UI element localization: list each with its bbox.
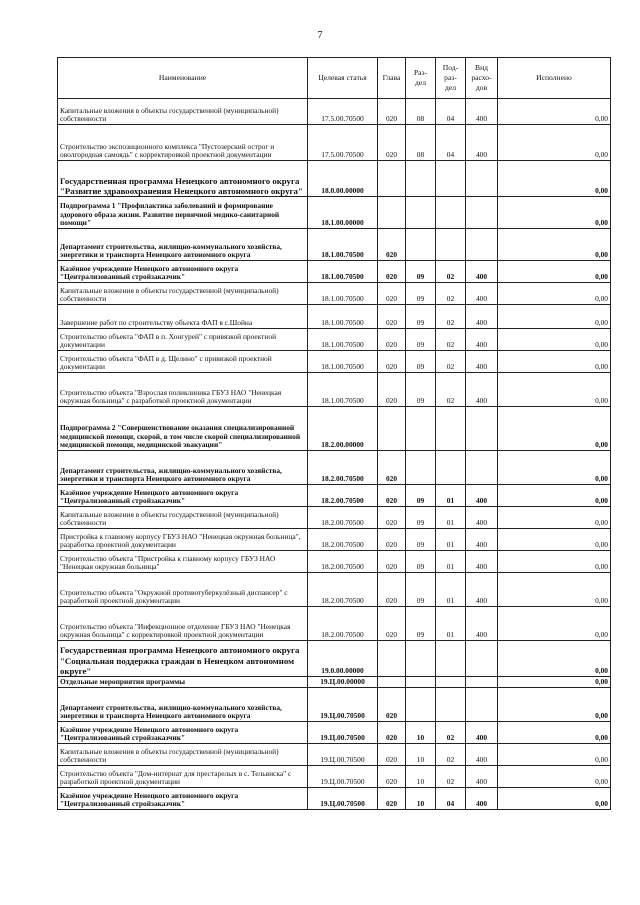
cell-type: 400 xyxy=(466,722,498,744)
cell-chapter: 020 xyxy=(378,451,406,485)
cell-target: 18.2.00.70500 xyxy=(308,485,378,507)
table-row xyxy=(58,99,611,125)
cell-subsection: 01 xyxy=(436,551,466,573)
header-section: Раз- дел xyxy=(406,58,436,99)
cell-chapter: 020 xyxy=(378,744,406,766)
cell-section: 10 xyxy=(406,722,436,744)
cell-chapter: 020 xyxy=(378,688,406,722)
cell-executed: 0,00 xyxy=(498,507,611,529)
cell-executed: 0,00 xyxy=(498,329,611,351)
cell-section xyxy=(406,677,436,688)
table-row xyxy=(58,641,611,677)
table-row xyxy=(58,529,611,551)
table-row xyxy=(58,677,611,688)
cell-type: 400 xyxy=(466,485,498,507)
cell-section: 08 xyxy=(406,99,436,125)
cell-chapter: 020 xyxy=(378,788,406,810)
cell-type: 400 xyxy=(466,99,498,125)
cell-executed: 0,00 xyxy=(498,722,611,744)
table-body xyxy=(58,99,611,810)
cell-chapter: 020 xyxy=(378,283,406,305)
cell-executed: 0,00 xyxy=(498,305,611,329)
budget-table xyxy=(57,57,611,810)
table-row xyxy=(58,766,611,788)
cell-chapter xyxy=(378,197,406,229)
cell-subsection xyxy=(436,451,466,485)
cell-executed: 0,00 xyxy=(498,551,611,573)
cell-executed: 0,00 xyxy=(498,125,611,161)
cell-type: 400 xyxy=(466,351,498,373)
cell-subsection xyxy=(436,197,466,229)
cell-subsection: 04 xyxy=(436,125,466,161)
cell-name: Строительство объекта "Пристройка к главному корпусу ГБУЗ НАО "Ненецкая окружная больница" xyxy=(58,551,308,573)
table-row xyxy=(58,329,611,351)
cell-section: 09 xyxy=(406,507,436,529)
cell-target: 18.1.00.70500 xyxy=(308,261,378,283)
cell-target: 18.2.00.70500 xyxy=(308,551,378,573)
cell-chapter: 020 xyxy=(378,722,406,744)
header-name: Наименование xyxy=(58,58,308,99)
cell-section xyxy=(406,197,436,229)
cell-executed: 0,00 xyxy=(498,529,611,551)
cell-subsection: 02 xyxy=(436,329,466,351)
cell-target: 18.1.00.70500 xyxy=(308,229,378,261)
header-row xyxy=(58,58,611,99)
cell-type: 400 xyxy=(466,529,498,551)
cell-section: 09 xyxy=(406,261,436,283)
cell-chapter: 020 xyxy=(378,99,406,125)
cell-name: Подпрограмма 2 "Совершенствование оказания специализированной медицинской помощи, скорой, в том числе скорой специализированной медицинской помощи, медицинской эвакуации" xyxy=(58,407,308,451)
table-row xyxy=(58,373,611,407)
cell-type: 400 xyxy=(466,373,498,407)
cell-subsection: 02 xyxy=(436,373,466,407)
cell-subsection xyxy=(436,407,466,451)
cell-section: 09 xyxy=(406,573,436,607)
table-row xyxy=(58,351,611,373)
cell-type: 400 xyxy=(466,125,498,161)
cell-subsection xyxy=(436,161,466,197)
cell-executed: 0,00 xyxy=(498,688,611,722)
cell-executed: 0,00 xyxy=(498,99,611,125)
cell-target: 19.Ц.00.70500 xyxy=(308,788,378,810)
cell-chapter xyxy=(378,677,406,688)
table-row xyxy=(58,485,611,507)
table-row xyxy=(58,744,611,766)
table-row xyxy=(58,283,611,305)
cell-subsection: 02 xyxy=(436,766,466,788)
cell-section: 09 xyxy=(406,351,436,373)
cell-section: 09 xyxy=(406,373,436,407)
header-executed: Исполнено xyxy=(498,58,611,99)
cell-section: 08 xyxy=(406,125,436,161)
table-row xyxy=(58,229,611,261)
cell-executed: 0,00 xyxy=(498,607,611,641)
cell-executed: 0,00 xyxy=(498,573,611,607)
cell-executed: 0,00 xyxy=(498,451,611,485)
cell-chapter xyxy=(378,407,406,451)
cell-executed: 0,00 xyxy=(498,485,611,507)
cell-target: 17.5.00.70500 xyxy=(308,99,378,125)
cell-name: Отдельные мероприятия программы xyxy=(58,677,308,688)
cell-chapter: 020 xyxy=(378,305,406,329)
cell-subsection: 01 xyxy=(436,607,466,641)
cell-subsection: 02 xyxy=(436,305,466,329)
cell-subsection: 01 xyxy=(436,507,466,529)
cell-name: Государственная программа Ненецкого автономного округа "Развитие здравоохранения Ненецкого автономного округа" xyxy=(58,161,308,197)
cell-target: 18.2.00.70500 xyxy=(308,573,378,607)
cell-section: 09 xyxy=(406,485,436,507)
cell-type xyxy=(466,407,498,451)
cell-name: Пристройка к главному корпусу ГБУЗ НАО "Ненецкая окружная больница", разработка проектной документации xyxy=(58,529,308,551)
cell-subsection: 04 xyxy=(436,788,466,810)
cell-type xyxy=(466,677,498,688)
cell-chapter: 020 xyxy=(378,125,406,161)
header-target: Целевая статья xyxy=(308,58,378,99)
cell-section: 09 xyxy=(406,607,436,641)
cell-subsection: 01 xyxy=(436,529,466,551)
cell-type: 400 xyxy=(466,283,498,305)
cell-name: Строительство объекта "Взрослая поликлиника ГБУЗ НАО "Ненецкая окружная больница" с разработкой проектной документации xyxy=(58,373,308,407)
cell-type xyxy=(466,688,498,722)
cell-name: Капитальные вложения в объекты государственной (муниципальной) собственности xyxy=(58,507,308,529)
cell-target: 19.0.00.00000 xyxy=(308,641,378,677)
cell-target: 19.Ц.00.00000 xyxy=(308,677,378,688)
cell-name: Строительство экспозиционного комплекса "Пустозерский острог и оволгородная самоядь" с корректировкой проектной документации xyxy=(58,125,308,161)
cell-name: Казённое учреждение Ненецкого автономного округа "Централизованный стройзаказчик" xyxy=(58,485,308,507)
cell-target: 18.2.00.70500 xyxy=(308,529,378,551)
cell-section xyxy=(406,407,436,451)
cell-subsection: 02 xyxy=(436,261,466,283)
table-row xyxy=(58,261,611,283)
cell-name: Строительство объекта "Инфекционное отделение ГБУЗ НАО "Ненецкая окружная больница" с корректировкой проектной документации xyxy=(58,607,308,641)
page-number: 7 xyxy=(317,30,323,41)
cell-type: 400 xyxy=(466,507,498,529)
cell-chapter: 020 xyxy=(378,229,406,261)
cell-type xyxy=(466,229,498,261)
cell-subsection: 04 xyxy=(436,99,466,125)
cell-name: Строительство объекта "ФАП в д. Щелино" с привязкой проектной документации xyxy=(58,351,308,373)
cell-target: 18.1.00.70500 xyxy=(308,373,378,407)
cell-target: 17.5.00.70500 xyxy=(308,125,378,161)
cell-executed: 0,00 xyxy=(498,677,611,688)
cell-type: 400 xyxy=(466,607,498,641)
cell-executed: 0,00 xyxy=(498,283,611,305)
cell-target: 18.1.00.70500 xyxy=(308,329,378,351)
cell-subsection: 02 xyxy=(436,351,466,373)
table-row xyxy=(58,551,611,573)
cell-target: 18.1.00.00000 xyxy=(308,197,378,229)
cell-chapter: 020 xyxy=(378,573,406,607)
cell-chapter xyxy=(378,641,406,677)
table-row xyxy=(58,305,611,329)
cell-type: 400 xyxy=(466,329,498,351)
cell-name: Строительство объекта "ФАП в п. Хонгурей" с привязкой проектной документации xyxy=(58,329,308,351)
cell-subsection: 01 xyxy=(436,485,466,507)
cell-target: 18.1.00.70500 xyxy=(308,305,378,329)
cell-subsection: 02 xyxy=(436,744,466,766)
cell-executed: 0,00 xyxy=(498,197,611,229)
cell-executed: 0,00 xyxy=(498,161,611,197)
cell-name: Казённое учреждение Ненецкого автономного округа "Централизованный стройзаказчик" xyxy=(58,261,308,283)
cell-chapter: 020 xyxy=(378,261,406,283)
cell-name: Департамент строительства, жилищно-коммунального хозяйства, энергетики и транспорта Ненецкого автономного округа xyxy=(58,688,308,722)
header-subsection: Под- раз- дел xyxy=(436,58,466,99)
table-row xyxy=(58,451,611,485)
cell-chapter: 020 xyxy=(378,551,406,573)
table-row xyxy=(58,722,611,744)
table-row xyxy=(58,161,611,197)
cell-executed: 0,00 xyxy=(498,351,611,373)
cell-target: 18.2.00.70500 xyxy=(308,451,378,485)
cell-chapter: 020 xyxy=(378,529,406,551)
cell-name: Капитальные вложения в объекты государственной (муниципальной) собственности xyxy=(58,283,308,305)
cell-section xyxy=(406,451,436,485)
cell-name: Казённое учреждение Ненецкого автономного округа "Централизованный стройзаказчик" xyxy=(58,788,308,810)
cell-executed: 0,00 xyxy=(498,766,611,788)
cell-section: 10 xyxy=(406,744,436,766)
cell-chapter xyxy=(378,161,406,197)
cell-subsection xyxy=(436,641,466,677)
cell-target: 18.2.00.70500 xyxy=(308,607,378,641)
cell-section: 09 xyxy=(406,329,436,351)
cell-chapter: 020 xyxy=(378,766,406,788)
header-chapter: Глава xyxy=(378,58,406,99)
cell-type xyxy=(466,641,498,677)
cell-section xyxy=(406,161,436,197)
cell-type: 400 xyxy=(466,305,498,329)
cell-executed: 0,00 xyxy=(498,641,611,677)
cell-name: Строительство объекта "Дом-интернат для престарелых в с. Тельвиска" с разработкой проектной документации xyxy=(58,766,308,788)
table-row xyxy=(58,507,611,529)
cell-target: 18.2.00.00000 xyxy=(308,407,378,451)
table-row xyxy=(58,607,611,641)
cell-section xyxy=(406,229,436,261)
cell-chapter: 020 xyxy=(378,351,406,373)
cell-subsection xyxy=(436,677,466,688)
cell-target: 19.Ц.00.70500 xyxy=(308,744,378,766)
table-row xyxy=(58,407,611,451)
cell-subsection: 01 xyxy=(436,573,466,607)
cell-type: 400 xyxy=(466,261,498,283)
cell-subsection: 02 xyxy=(436,722,466,744)
cell-section: 09 xyxy=(406,529,436,551)
header-expense-type: Вид расхо- дов xyxy=(466,58,498,99)
cell-target: 18.1.00.70500 xyxy=(308,283,378,305)
cell-section: 09 xyxy=(406,551,436,573)
cell-executed: 0,00 xyxy=(498,373,611,407)
cell-name: Завершение работ по строительству объекта ФАП в с.Шойна xyxy=(58,305,308,329)
cell-type xyxy=(466,197,498,229)
cell-executed: 0,00 xyxy=(498,261,611,283)
cell-name: Департамент строительства, жилищно-коммунального хозяйства, энергетики и транспорта Ненецкого автономного округа xyxy=(58,451,308,485)
cell-chapter: 020 xyxy=(378,507,406,529)
table-row xyxy=(58,573,611,607)
cell-chapter: 020 xyxy=(378,607,406,641)
cell-section: 09 xyxy=(406,283,436,305)
cell-executed: 0,00 xyxy=(498,407,611,451)
cell-type xyxy=(466,161,498,197)
cell-target: 18.0.00.00000 xyxy=(308,161,378,197)
cell-name: Строительство объекта "Окружной противотуберкулёзный диспансер" с разработкой проектной документации xyxy=(58,573,308,607)
table-row xyxy=(58,197,611,229)
cell-section: 10 xyxy=(406,766,436,788)
cell-name: Государственная программа Ненецкого автономного округа "Социальная поддержка граждан в Ненецком автономном округе" xyxy=(58,641,308,677)
cell-target: 19.Ц.00.70500 xyxy=(308,766,378,788)
table-row xyxy=(58,688,611,722)
cell-type: 400 xyxy=(466,551,498,573)
cell-section: 09 xyxy=(406,305,436,329)
cell-chapter: 020 xyxy=(378,329,406,351)
cell-target: 19.Ц.00.70500 xyxy=(308,722,378,744)
cell-subsection: 02 xyxy=(436,283,466,305)
cell-name: Казённое учреждение Ненецкого автономного округа "Централизованный стройзаказчик" xyxy=(58,722,308,744)
cell-subsection xyxy=(436,229,466,261)
cell-subsection xyxy=(436,688,466,722)
cell-type: 400 xyxy=(466,744,498,766)
cell-target: 18.2.00.70500 xyxy=(308,507,378,529)
cell-type xyxy=(466,451,498,485)
cell-executed: 0,00 xyxy=(498,229,611,261)
cell-type: 400 xyxy=(466,766,498,788)
cell-name: Капитальные вложения в объекты государственной (муниципальной) собственности xyxy=(58,99,308,125)
cell-chapter: 020 xyxy=(378,373,406,407)
table-row xyxy=(58,125,611,161)
cell-section xyxy=(406,641,436,677)
cell-executed: 0,00 xyxy=(498,744,611,766)
cell-name: Подпрограмма 1 "Профилактика заболеваний и формирование здорового образа жизни. Развитие первичной медико-санитарной помощи" xyxy=(58,197,308,229)
cell-section: 10 xyxy=(406,788,436,810)
cell-name: Департамент строительства, жилищно-коммунального хозяйства, энергетики и транспорта Ненецкого автономного округа xyxy=(58,229,308,261)
cell-target: 18.1.00.70500 xyxy=(308,351,378,373)
cell-name: Капитальные вложения в объекты государственной (муниципальной) собственности xyxy=(58,744,308,766)
cell-target: 19.Ц.00.70500 xyxy=(308,688,378,722)
cell-type: 400 xyxy=(466,573,498,607)
table-row xyxy=(58,788,611,810)
cell-type: 400 xyxy=(466,788,498,810)
cell-chapter: 020 xyxy=(378,485,406,507)
cell-section xyxy=(406,688,436,722)
cell-executed: 0,00 xyxy=(498,788,611,810)
